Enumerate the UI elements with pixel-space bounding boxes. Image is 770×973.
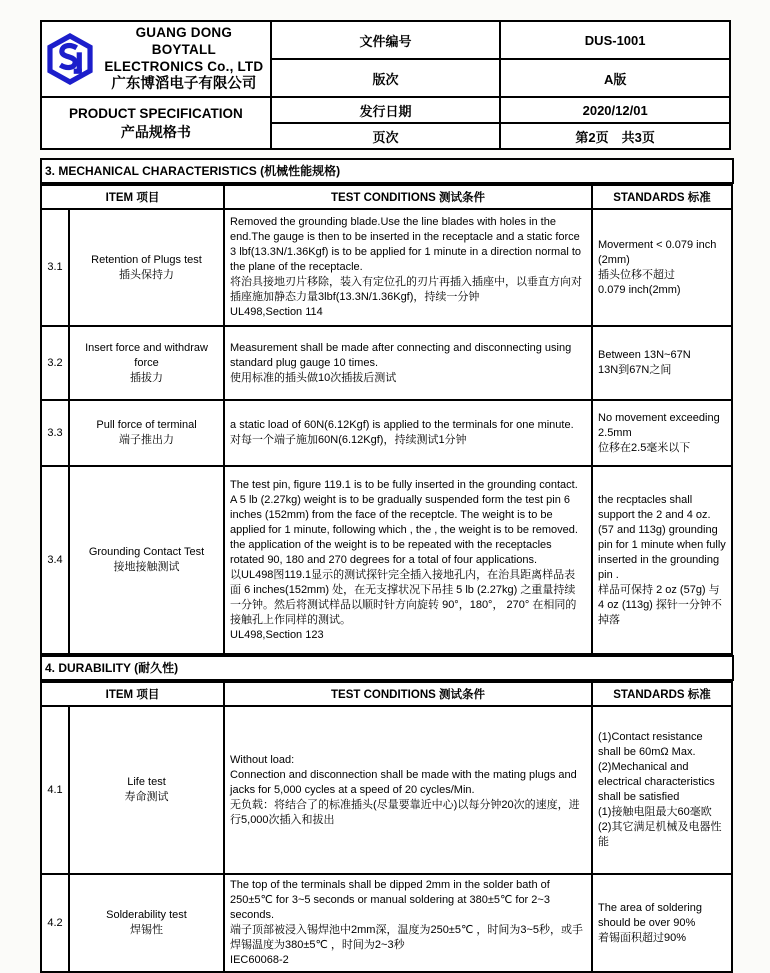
test-conditions-cell — [224, 326, 592, 400]
table-row — [41, 466, 732, 654]
meta-label-revision: 版次 — [271, 59, 501, 97]
standards-paragraph: 样品可保持 2 oz (57g) 与 4 oz (113g) 探针一分钟不掉落 — [598, 583, 722, 626]
test-conditions-cell — [224, 706, 592, 874]
row-number: 3.1 — [41, 209, 69, 326]
row-number: 3.2 — [41, 326, 69, 400]
table-row — [41, 874, 732, 972]
test-paragraph: 无负载：将结合了的标准插头(尽量要靠近中心)以每分钟20次的速度，进行5,000次插入和拔出 — [230, 798, 580, 826]
test-paragraph: 端子顶部被浸入锡焊池中2mm深，温度为250±5℃ ，时间为3~5秒，或手焊锡温度为380±5℃ ，时间为2~3秒 — [230, 924, 584, 951]
company-name-en: GUANG DONG BOYTALL ELECTRONICS Co., LTD — [104, 25, 264, 74]
section-title: 3. MECHANICAL CHARACTERISTICS (机械性能规格) — [40, 158, 734, 184]
standards-cell — [592, 400, 732, 466]
test-paragraph: Measurement shall be made after connecting and disconnecting using standard plug gauge 10 times. — [230, 341, 572, 369]
column-header-item: ITEM 项目 — [41, 185, 224, 209]
standards-paragraph: The area of soldering should be over 90% — [598, 901, 702, 929]
item-line: 插拔力 — [130, 371, 163, 384]
company-logo-icon — [46, 33, 94, 85]
meta-value-page: 第2页 共3页 — [500, 123, 730, 149]
meta-label-doc-number: 文件编号 — [271, 21, 501, 59]
product-title-cn: 产品规格书 — [120, 123, 191, 140]
standards-paragraph: (2)Mechanical and electrical characteristics shall be satisfied — [598, 761, 715, 803]
test-paragraph: 将治具接地刃片移除，装入有定位孔的刃片再插入插座中，以垂直方向对插座施加静态力量3lbf(13.3N/1.36Kgf)，持续一分钟 — [230, 276, 583, 303]
item-cell — [69, 706, 224, 874]
standards-cell — [592, 706, 732, 874]
test-conditions-cell — [224, 400, 592, 466]
meta-label-issue-date: 发行日期 — [271, 97, 501, 123]
product-title-en: PRODUCT SPECIFICATION — [68, 105, 243, 121]
standards-paragraph: Moverment < 0.079 inch (2mm) — [598, 238, 717, 266]
test-conditions-cell — [224, 209, 592, 326]
test-paragraph: UL498,Section 123 — [230, 628, 324, 641]
company-name-cn: 广东博滔电子有限公司 — [111, 76, 257, 92]
item-line: 端子推出力 — [119, 434, 174, 446]
document-header — [40, 20, 731, 150]
item-line: Pull force of terminal — [96, 419, 197, 431]
standards-paragraph: Between 13N~67N — [598, 349, 691, 361]
meta-value-revision: A版 — [500, 59, 730, 97]
item-line: 焊锡性 — [130, 924, 163, 936]
item-cell — [69, 209, 224, 326]
column-header-standards: STANDARDS 标准 — [592, 682, 732, 706]
test-paragraph: IEC60068-2 — [230, 954, 289, 966]
test-paragraph: UL498,Section 114 — [230, 306, 323, 318]
test-conditions-cell — [224, 466, 592, 654]
table-row — [41, 400, 732, 466]
test-conditions-cell — [224, 874, 592, 972]
item-line: 接地接触测试 — [113, 561, 180, 573]
test-paragraph: Connection and disconnection shall be made with the mating plugs and jacks for 5,000 cycles at a speed of 20 cycles/Min. — [230, 768, 577, 796]
spec-table — [40, 184, 733, 655]
item-cell — [69, 874, 224, 972]
section-block — [40, 158, 770, 655]
column-header-row — [41, 682, 732, 706]
product-title-cell — [41, 97, 271, 149]
section-title: 4. DURABILITY (耐久性) — [40, 655, 734, 681]
test-paragraph: 使用标准的插头做10次插拔后测试 — [230, 371, 397, 384]
table-row — [41, 326, 732, 400]
item-cell — [69, 466, 224, 654]
spec-sections — [40, 158, 770, 973]
column-header-test-conditions: TEST CONDITIONS 测试条件 — [224, 682, 592, 706]
standards-cell — [592, 466, 732, 654]
item-line: Life test — [127, 776, 166, 788]
standards-paragraph: (1)Contact resistance shall be 60mΩ Max. — [598, 731, 703, 758]
item-line: Grounding Contact Test — [88, 546, 205, 558]
row-number: 3.3 — [41, 400, 69, 466]
standards-paragraph: (1)接触电阻最大60毫欧 — [598, 806, 712, 818]
meta-value-doc-number: DUS-1001 — [500, 21, 730, 59]
column-header-row — [41, 185, 732, 209]
item-line: Insert force and withdraw — [85, 341, 208, 354]
test-paragraph: The top of the terminals shall be dipped 2mm in the solder bath of 250±5℃ for 3~5 seconds or manual soldering at 380±5℃ for 2~3 seconds. — [230, 879, 550, 921]
item-line: 插头保持力 — [119, 268, 174, 281]
item-line: 寿命测试 — [124, 791, 169, 803]
test-paragraph: 以UL498图119.1显示的测试探针完全插入接地孔内，在治具距离样品表面 6 inches(152mm) 处，在无支撑状况下吊挂 5 lb (2.27kg) 之重量持续一分钟。然后将测试样品以顺时针方向旋转 90°，180°， 270° 在相同的接触孔上作同样的测试。 — [230, 568, 577, 626]
standards-paragraph: 13N到67N之间 — [598, 364, 672, 376]
row-number: 3.4 — [41, 466, 69, 654]
test-paragraph: Without load: — [230, 753, 295, 766]
standards-paragraph: 位移在2.5毫米以下 — [598, 441, 691, 454]
row-number: 4.2 — [41, 874, 69, 972]
item-line: Solderability test — [106, 909, 187, 921]
standards-paragraph: (2)其它满足机械及电器性能 — [598, 821, 722, 848]
standards-cell — [592, 874, 732, 972]
meta-value-issue-date: 2020/12/01 — [500, 97, 730, 123]
table-row — [41, 706, 732, 874]
test-paragraph: 对每一个端子施加60N(6.12Kgf)，持续测试1分钟 — [230, 434, 467, 446]
test-paragraph: The test pin, figure 119.1 is to be fully inserted in the grounding contact. A 5 lb (2.27kg) weight is to be gradually suspended form the test pin 6 inches (152mm) from the face of the receptcle. The weight is to be applied for 1 minute, following which , the , the weight is to be removed. the application of the weight is to be repeated with the receptacles rotated 90, 180 and 270 degrees for a total of four applications. — [230, 478, 578, 566]
standards-paragraph: the recptacles shall support the 2 and 4 oz.(57 and 113g) grounding pin for 1 minute when fully inserted in the grounding pin . — [598, 493, 726, 581]
item-line: force — [134, 356, 159, 369]
standards-paragraph: 着锡面积超过90% — [598, 931, 687, 944]
section-block — [40, 655, 770, 973]
column-header-standards: STANDARDS 标准 — [592, 185, 732, 209]
standards-paragraph: No movement exceeding 2.5mm — [598, 411, 720, 439]
item-line: Retention of Plugs test — [91, 253, 202, 266]
standards-cell — [592, 326, 732, 400]
standards-cell — [592, 209, 732, 326]
column-header-test-conditions: TEST CONDITIONS 测试条件 — [224, 185, 592, 209]
column-header-item: ITEM 项目 — [41, 682, 224, 706]
test-paragraph: Removed the grounding blade.Use the line blades with holes in the end.The gauge is then to be inserted in the receptacle and a static force 3 lbf(13.3N/1.36Kgf) is to be applied for 1 minute in a direction normal to the plane of the receptacle. — [230, 216, 581, 273]
table-row — [41, 209, 732, 326]
row-number: 4.1 — [41, 706, 69, 874]
spec-table — [40, 681, 733, 973]
company-header-cell — [41, 21, 271, 97]
test-paragraph: a static load of 60N(6.12Kgf) is applied to the terminals for one minute. — [230, 419, 574, 431]
standards-paragraph: 0.079 inch(2mm) — [598, 283, 681, 296]
standards-paragraph: 插头位移不超过 — [598, 268, 676, 281]
item-cell — [69, 326, 224, 400]
item-cell — [69, 400, 224, 466]
meta-label-page: 页次 — [271, 123, 501, 149]
